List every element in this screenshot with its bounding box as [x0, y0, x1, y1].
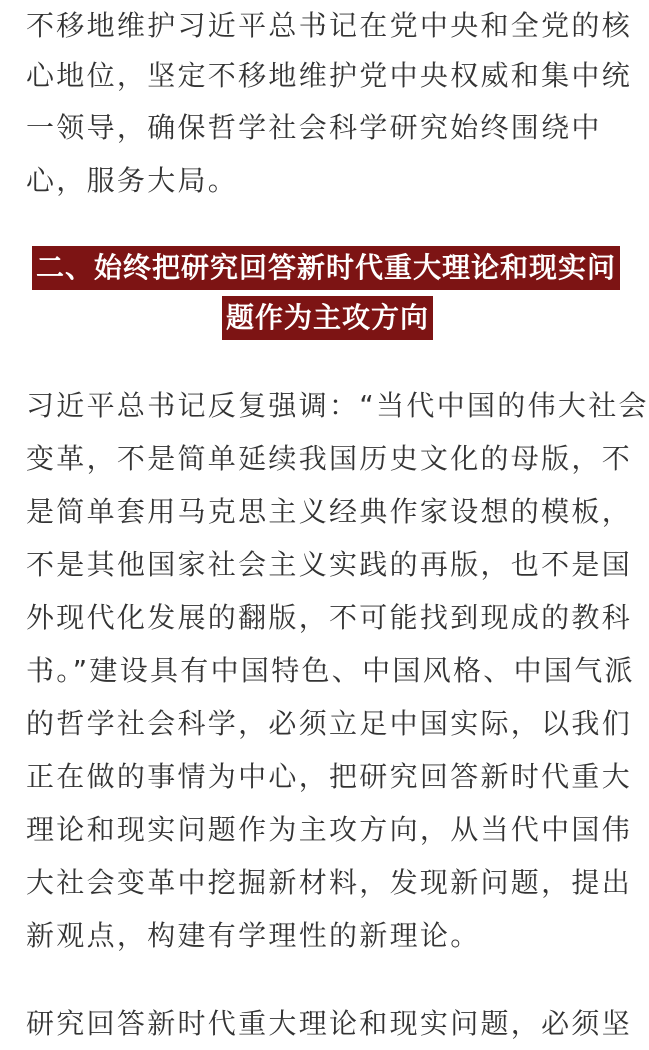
paragraph-line: 理论和现实问题作为主攻方向，从当代中国伟 [26, 813, 633, 846]
paragraph-line: 不移地维护习近平总书记在党中央和全党的核 [26, 9, 633, 42]
paragraph-line: 新观点，构建有学理性的新理论。 [26, 919, 481, 952]
paragraph-line: 研究回答新时代重大理论和现实问题，必须坚 [26, 1007, 633, 1040]
paragraph-line: 一领导，确保哲学社会科学研究始终围绕中 [26, 111, 602, 144]
paragraph-line: 心，服务大局。 [26, 164, 239, 197]
paragraph-line: 大社会变革中挖掘新材料，发现新问题，提出 [26, 866, 633, 899]
paragraph-line: 书。”建设具有中国特色、中国风格、中国气派 [26, 654, 635, 687]
paragraph-line: 外现代化发展的翻版，不可能找到现成的教科 [26, 601, 633, 634]
paragraph-line: 正在做的事情为中心，把研究回答新时代重大 [26, 760, 633, 793]
paragraph-line: 的哲学社会科学，必须立足中国实际，以我们 [26, 707, 633, 740]
section-heading-line: 二、始终把研究回答新时代重大理论和现实问 [32, 246, 620, 290]
paragraph-line: 变革，不是简单延续我国历史文化的母版，不 [26, 442, 633, 475]
paragraph-line: 是简单套用马克思主义经典作家设想的模板， [26, 495, 633, 528]
paragraph-line: 心地位，坚定不移地维护党中央权威和集中统 [26, 59, 633, 92]
paragraph-line: 习近平总书记反复强调：“当代中国的伟大社会 [26, 389, 649, 422]
section-heading-line: 题作为主攻方向 [222, 296, 433, 340]
paragraph-line: 不是其他国家社会主义实践的再版，也不是国 [26, 548, 633, 581]
